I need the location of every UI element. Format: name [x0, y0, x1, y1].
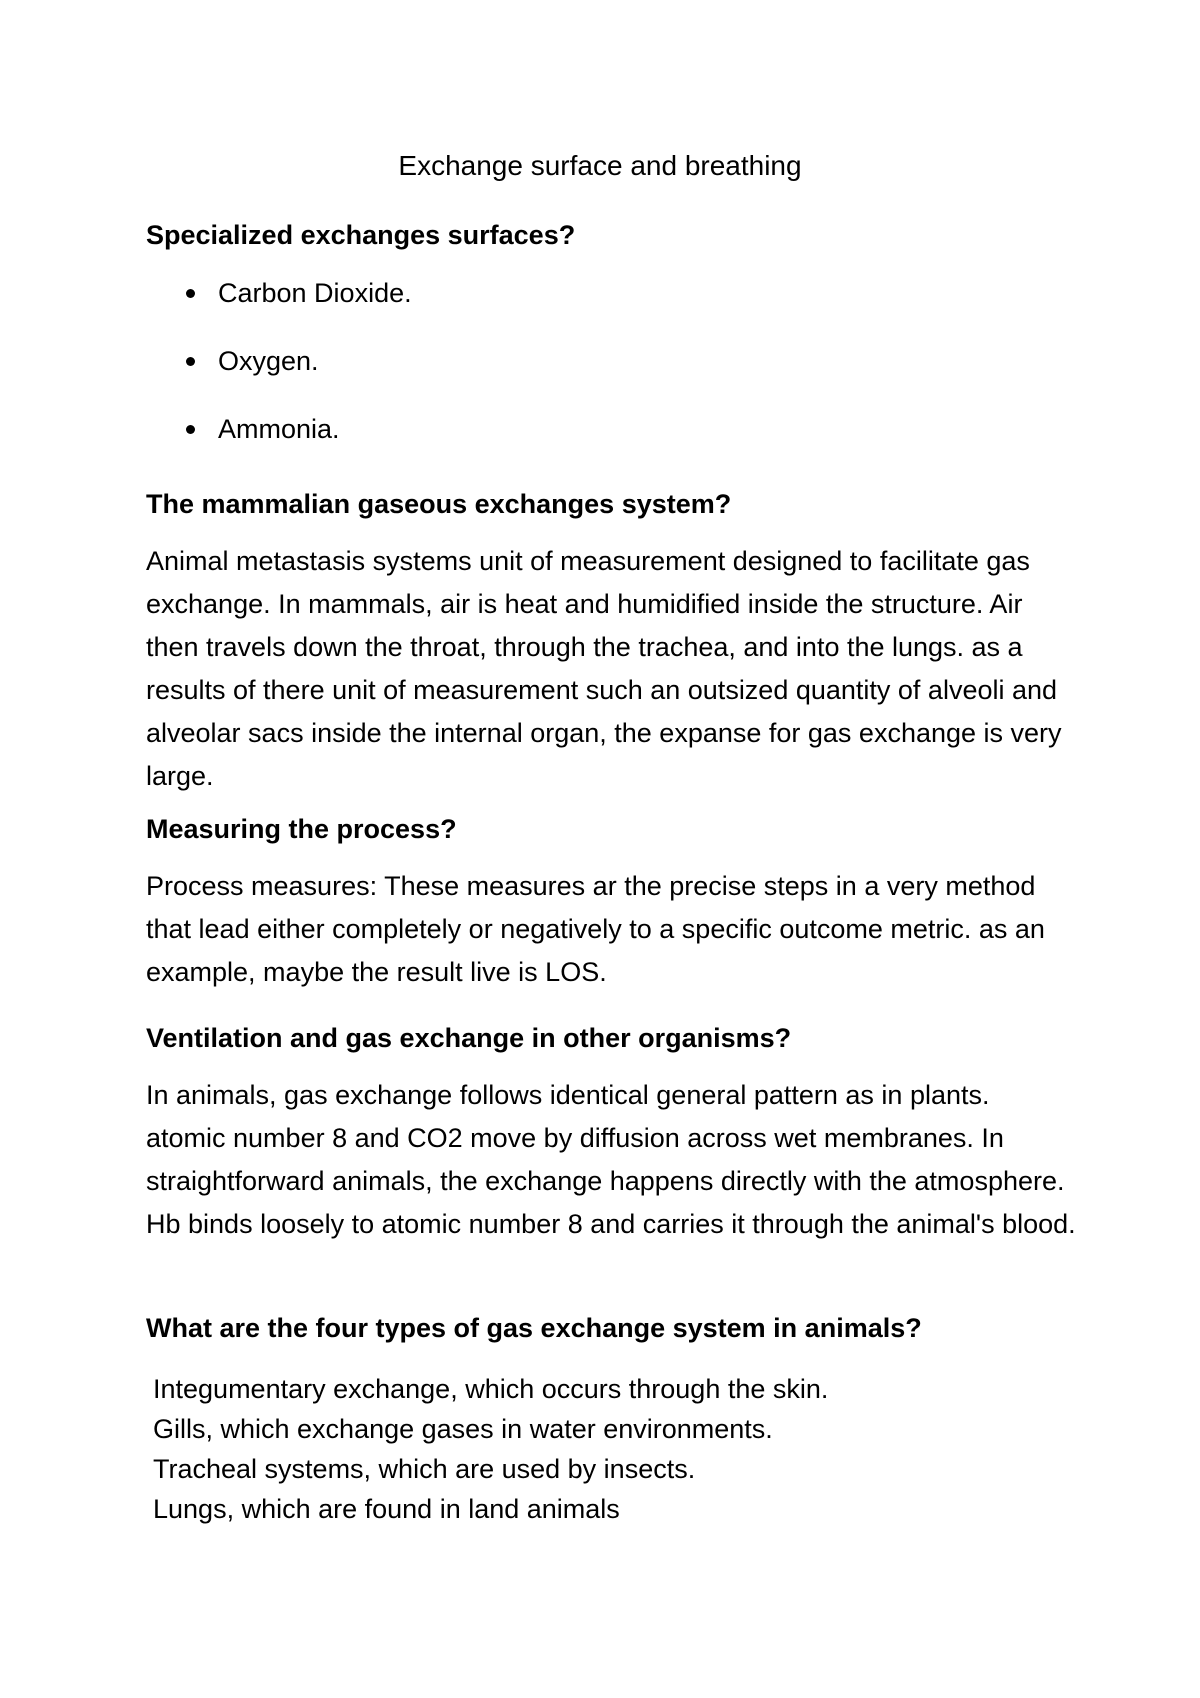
paragraph-measuring-process: Process measures: These measures ar the precise steps in a very method that lead either completely or negatively to a specific outcome metric. as an example, maybe the result live is LOS. — [146, 871, 1045, 987]
bullet-dot-icon — [186, 289, 195, 298]
document-title: Exchange surface and breathing — [398, 150, 802, 181]
section-heading-mammalian-system: The mammalian gaseous exchanges system? — [146, 489, 732, 519]
section-heading-measuring-process: Measuring the process? — [146, 814, 457, 844]
bullet-list-substances — [146, 276, 412, 480]
list-item: Integumentary exchange, which occurs through the skin. — [153, 1374, 829, 1404]
list-item: Tracheal systems, which are used by insects. — [153, 1454, 696, 1484]
list-item: Gills, which exchange gases in water environments. — [153, 1414, 773, 1444]
bullet-text: Carbon Dioxide. — [218, 278, 412, 308]
bullet-item — [146, 412, 412, 446]
paragraph-ventilation: In animals, gas exchange follows identical general pattern as in plants. atomic number 8 and CO2 move by diffusion across wet membranes. In straightforward animals, the exchange happens directly with the atmosphere. Hb binds loosely to atomic number 8 and carries it through the animal's blood. — [146, 1080, 1076, 1239]
bullet-text: Ammonia. — [218, 414, 340, 444]
paragraph-mammalian-system: Animal metastasis systems unit of measurement designed to facilitate gas exchange. In mammals, air is heat and humidified inside the structure. Air then travels down the throat, through the trachea, and into the lungs. as a results of there unit of measurement such an outsized quantity of alveoli and alveolar sacs inside the internal organ, the expanse for gas exchange is very large. — [146, 546, 1062, 791]
section-heading-four-types: What are the four types of gas exchange system in animals? — [146, 1313, 922, 1343]
list-gas-exchange-types — [153, 1369, 828, 1529]
list-item: Lungs, which are found in land animals — [153, 1494, 620, 1524]
section-heading-specialized-surfaces: Specialized exchanges surfaces? — [146, 220, 576, 250]
bullet-item — [146, 344, 412, 378]
section-heading-ventilation: Ventilation and gas exchange in other organisms? — [146, 1023, 792, 1053]
bullet-text: Oxygen. — [218, 346, 319, 376]
bullet-item — [146, 276, 412, 310]
bullet-dot-icon — [186, 357, 195, 366]
bullet-dot-icon — [186, 425, 195, 434]
